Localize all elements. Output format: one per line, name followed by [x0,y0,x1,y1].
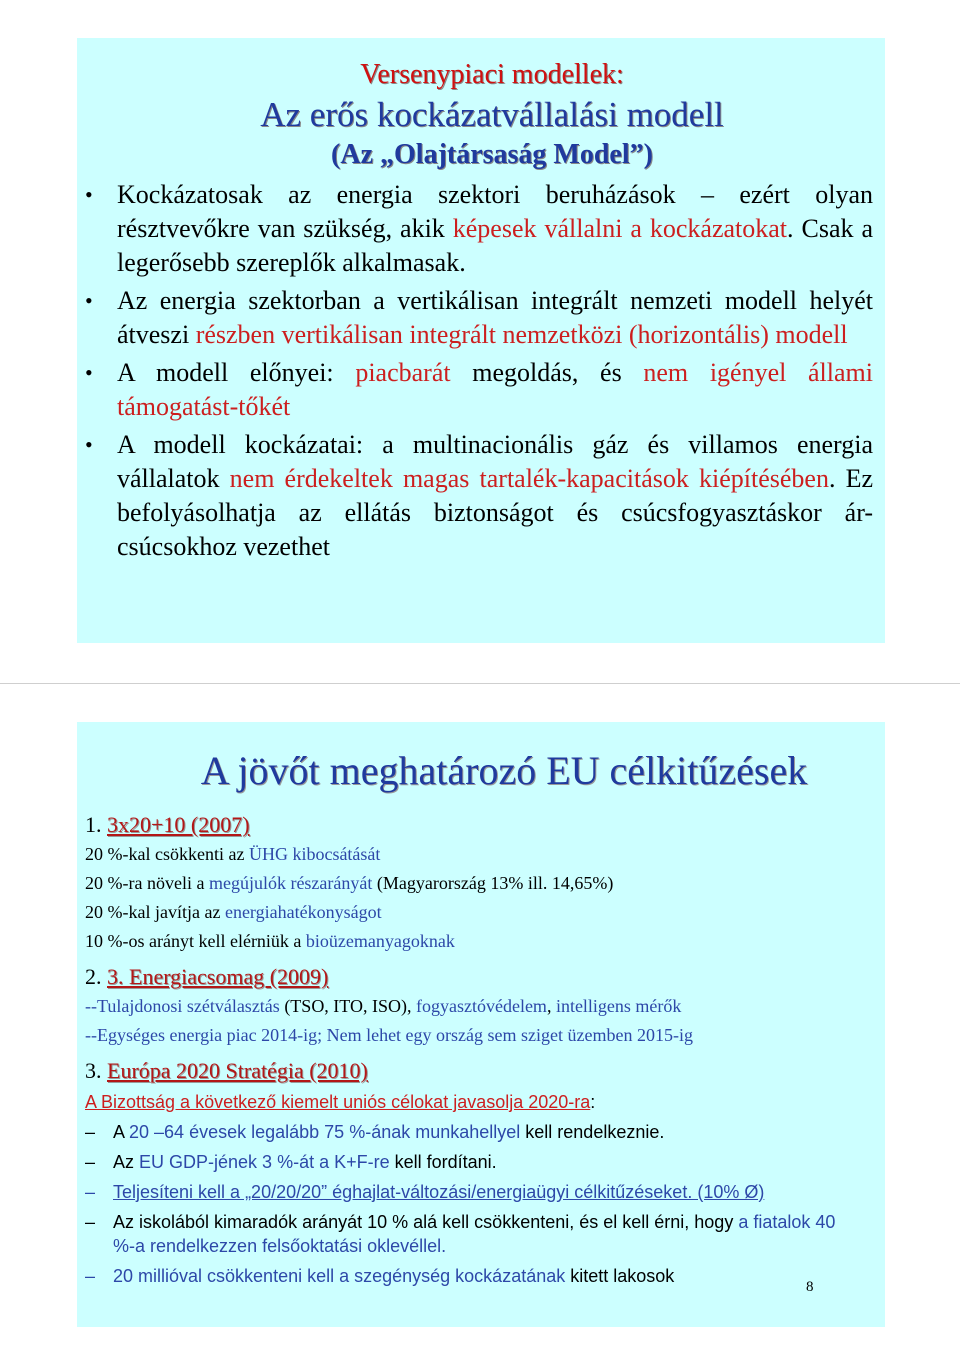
target-item [85,1210,853,1258]
target-text: Az [113,1152,140,1172]
dash-marker: – [85,1266,96,1286]
bullet-text: A modell kockázatai: a multinacionális gáz és villamos energia vállalatok [117,430,873,493]
slide-title-line3: (Az „Olajtársaság Model”) [331,139,653,170]
commission-text: A Bizottság a következő kiemelt uniós célokat javasolja 2020-ra [85,1092,591,1112]
bullet-highlight: részben vertikálisan integrált nemzetközi (horizontális) modell [195,320,848,349]
bullet-highlight: piacbarát [355,358,451,387]
bullet-item-1 [85,178,873,280]
bullet-item-4 [85,428,874,564]
section-label: 3x20+10 (2007) [107,812,250,837]
bullet-highlight: nem érdekeltek magas tartalék-kapacitások kiépítésében [229,464,829,493]
bullet-icon: • [85,432,93,457]
package-text: , [546,996,556,1016]
bullet-text: Az energia szektorban a vertikálisan integrált nemzeti modell helyét átveszi [117,286,873,349]
bullet-text: megoldás, és [450,358,644,387]
goal-line [85,840,885,869]
target-text: Az iskolából kimaradók arányát 10 % alá kell csökkenteni, és el kell érni, hogy [113,1212,739,1232]
bullet-item-2 [85,284,873,352]
slide-top [77,38,885,643]
commission-colon: : [590,1092,596,1112]
goal-line [85,927,885,956]
bullet-highlight: képesek vállalni a kockázatokat [452,214,788,243]
slide-bottom [77,722,885,1327]
bullet-icon: • [85,360,93,385]
target-text: kell fordítani. [389,1152,497,1172]
slide-title-line2: Az erős kockázatvállalási modell [260,95,724,134]
package-text: (TSO, ITO, ISO), [279,996,416,1016]
target-text: kitett lakosok [565,1266,675,1286]
section-label: 3. Energiacsomag (2009) [107,964,329,989]
target-highlight: 20 millióval csökkenteni kell a szegénység kockázatának [113,1266,566,1286]
target-highlight: EU GDP-jének 3 %-át a K+F-re [139,1152,390,1172]
bullet-text: A modell előnyei: [117,358,356,387]
section-number: 2. [85,964,107,989]
bullet-text: . Csak a legerősebb szereplők alkalmasak. [117,214,873,277]
target-text: kell rendelkeznie. [520,1122,665,1142]
bullet-icon: • [85,288,93,313]
goal-line [85,869,885,898]
bullet-text: . Ez befolyásolhatja az ellátás biztonságot és csúcsfogyasztáskor ár-csúcsokhoz vezethet [117,464,874,561]
package-highlight: --Tulajdonosi szétválasztás [85,996,280,1016]
dash-marker: – [85,1212,96,1232]
target-item [85,1150,885,1174]
section-label: Európa 2020 Stratégia (2010) [107,1058,368,1083]
bullet-item-3 [85,356,873,424]
target-highlight: 20 –64 évesek legalább 75 %-ának munkahellyel [129,1122,521,1142]
goal-text: 10 %-os arányt kell elérniük a [85,931,306,951]
section-number: 1. [85,812,107,837]
slide-title-line1: Versenypiaci modellek: [360,59,624,90]
bullet-highlight: nem igényel állami támogatást-tőkét [117,358,873,421]
goal-highlight: megújulók részarányát [208,873,373,893]
dash-marker: – [85,1122,96,1142]
page-number: 8 [806,1279,814,1295]
section-number: 3. [85,1058,107,1083]
goal-line [85,898,885,927]
target-item [85,1180,833,1204]
package-line [85,992,885,1021]
target-item [85,1120,885,1144]
target-highlight: a fiatalok 40 %-a rendelkezzen felsőoktatási oklevéllel. [113,1212,836,1256]
goal-text: 20 %-kal csökkenti az [85,844,249,864]
bullet-text: Kockázatosak az energia szektori beruházások – ezért olyan résztvevőkre van szükség, akik [117,180,873,243]
target-item [85,1264,885,1288]
section-1-heading [85,810,885,840]
goal-text: 20 %-ra növeli a [85,873,209,893]
package-line: --Egységes energia piac 2014-ig; Nem lehet egy ország sem sziget üzemben 2015-ig [85,1025,693,1045]
commission-line [85,1088,885,1116]
target-text: A [113,1122,130,1142]
goal-highlight: ÜHG kibocsátását [248,844,381,864]
slide-title: A jövőt meghatározó EU célkitűzések [200,748,808,793]
section-3-heading [85,1056,885,1086]
package-highlight: intelligens mérők [555,996,682,1016]
dash-marker: – [85,1152,96,1172]
target-highlight: Teljesíteni kell a „20/20/20” éghajlat-változási/energiaügyi célkitűzéseket. (10% Ø) [113,1182,765,1202]
goal-highlight: energiahatékonyságot [224,902,382,922]
dash-marker: – [85,1182,96,1202]
bullet-icon: • [85,182,93,207]
goal-text: 20 %-kal javítja az [85,902,225,922]
section-2-heading [85,962,885,992]
package-highlight: fogyasztóvédelem [415,996,547,1016]
page-divider [0,683,960,684]
goal-text: (Magyarország 13% ill. 14,65%) [372,873,614,893]
goal-highlight: bioüzemanyagoknak [305,931,455,951]
